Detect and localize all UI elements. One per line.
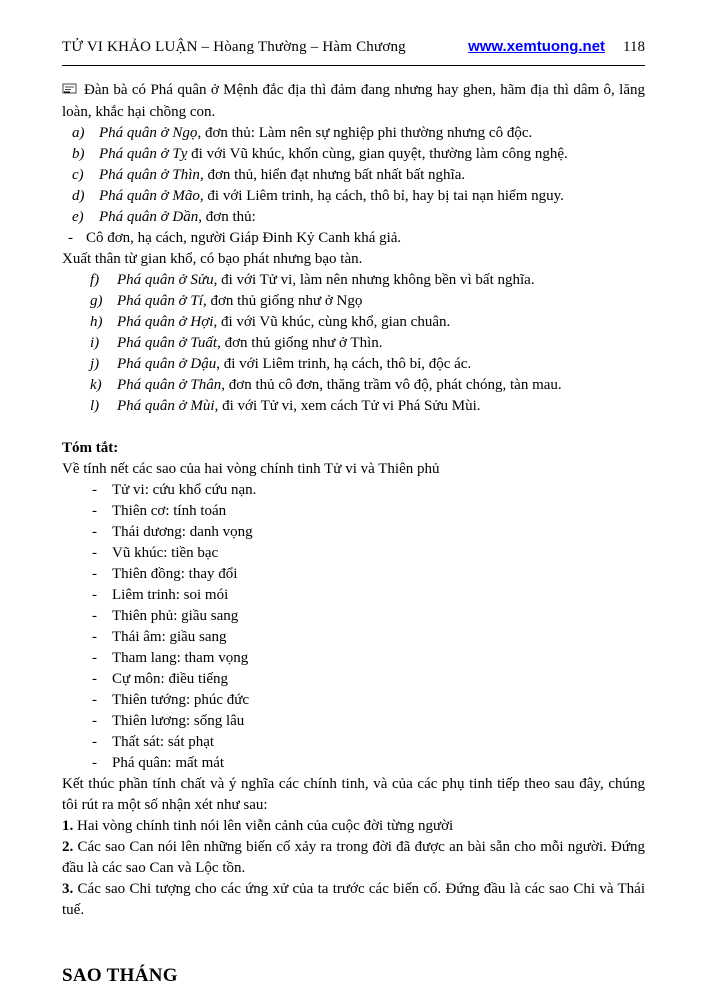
list-item	[62, 186, 645, 207]
dash-bullet: -	[92, 734, 97, 750]
list-a-e	[62, 123, 645, 228]
item-text: đi với Vũ khúc, khốn cùng, gian quyệt, thường làm công nghệ.	[187, 146, 568, 162]
page-header	[62, 36, 645, 58]
point-text: Hai vòng chính tinh nói lên viễn cảnh của cuộc đời từng người	[73, 818, 454, 834]
star-name: Phá quân ở Dậu	[117, 356, 217, 372]
star-name: Phá quân ở Sửu	[117, 272, 214, 288]
list-item	[62, 144, 645, 165]
trait-text: Thái âm: giầu sang	[112, 629, 227, 645]
item-text: , đơn thủ cô đơn, thăng trầm vô độ, phát chóng, tàn mau.	[221, 377, 562, 393]
trait-text: Thiên tướng: phúc đức	[112, 692, 250, 708]
star-name: Phá quân ở Mùi	[117, 398, 215, 414]
list-item	[62, 123, 645, 144]
dash-note-text: Cô đơn, hạ cách, người Giáp Đinh Kỷ Canh khá giả.	[86, 230, 402, 246]
point-number: 3.	[62, 881, 74, 897]
paragraph-xuat-than: Xuất thân từ gian khổ, có bạo phát nhưng bạo tàn.	[62, 251, 363, 267]
star-name: Phá quân ở Thìn	[99, 167, 200, 183]
dash-bullet: -	[92, 629, 97, 645]
dash-bullet: -	[92, 692, 97, 708]
trait-text: Thiên cơ: tính toán	[112, 503, 227, 519]
item-text: , đi với Tử vi, làm nên nhưng không bền vì bất nghĩa.	[213, 272, 535, 288]
trait-list	[62, 480, 645, 774]
conclusion-point	[62, 816, 645, 837]
item-letter: k)	[90, 377, 102, 393]
list-item	[62, 354, 645, 375]
list-item	[62, 333, 645, 354]
dash-bullet: -	[92, 587, 97, 603]
point-number: 2.	[62, 839, 74, 855]
item-letter: f)	[90, 272, 100, 288]
item-letter: d)	[72, 188, 85, 204]
item-text: , đi với Tử vi, xem cách Tử vi Phá Sửu Mùi.	[214, 398, 481, 414]
dash-bullet: -	[92, 503, 97, 519]
item-text: , đơn thủ: Làm nên sự nghiệp phi thường nhưng cô độc.	[197, 125, 533, 141]
dash-bullet: -	[92, 713, 97, 729]
list-item	[62, 375, 645, 396]
dash-bullet: -	[92, 566, 97, 582]
dash-bullet: -	[92, 482, 97, 498]
item-letter: c)	[72, 167, 84, 183]
item-letter: e)	[72, 209, 84, 225]
item-letter: g)	[90, 293, 103, 309]
list-f-l	[62, 270, 645, 417]
trait-item	[62, 753, 645, 774]
trait-text: Vũ khúc: tiền bạc	[112, 545, 219, 561]
dash-bullet: -	[92, 650, 97, 666]
trait-item	[62, 522, 645, 543]
trait-text: Tử vi: cứu khổ cứu nạn.	[112, 482, 257, 498]
dash-note	[62, 228, 645, 249]
book-title: TỬ VI KHẢO LUẬN – Hòang Thường – Hàm Chương	[62, 39, 406, 55]
list-item	[62, 270, 645, 291]
item-letter: b)	[72, 146, 85, 162]
dash-bullet: -	[92, 545, 97, 561]
trait-text: Liêm trinh: soi mói	[112, 587, 229, 603]
star-name: Phá quân ở Mão	[99, 188, 200, 204]
trait-text: Thiên lương: sống lâu	[112, 713, 245, 729]
conclusion-point	[62, 879, 645, 921]
trait-item	[62, 732, 645, 753]
trait-text: Cự môn: điều tiếng	[112, 671, 229, 687]
trait-item	[62, 585, 645, 606]
list-item	[62, 165, 645, 186]
list-item	[62, 291, 645, 312]
star-name: Phá quân ở Tỵ	[99, 146, 188, 162]
dash-bullet: -	[92, 755, 97, 771]
dash-bullet: -	[92, 524, 97, 540]
trait-item	[62, 501, 645, 522]
trait-item	[62, 606, 645, 627]
conclusion-point	[62, 837, 645, 879]
star-name: Phá quân ở Thân	[117, 377, 222, 393]
point-number: 1.	[62, 818, 74, 834]
trait-item	[62, 711, 645, 732]
trait-item	[62, 480, 645, 501]
star-name: Phá quân ở Tí	[117, 293, 203, 309]
summary-subheading: Về tính nết các sao của hai vòng chính tinh Tử vi và Thiên phủ	[62, 461, 440, 477]
item-letter: i)	[90, 335, 100, 351]
trait-item	[62, 543, 645, 564]
conclusion-lead: Kết thúc phần tính chất và ý nghĩa các chính tinh, và của các phụ tinh tiếp theo sau đây, chúng tôi rút ra một số nhận xét như sau:	[62, 776, 645, 813]
list-item	[62, 312, 645, 333]
intro-paragraph	[62, 80, 645, 123]
trait-item	[62, 627, 645, 648]
item-letter: a)	[72, 125, 85, 141]
item-letter: l)	[90, 398, 100, 414]
dash-bullet: -	[92, 608, 97, 624]
item-text: , đi với Liêm trinh, hạ cách, thô bỉ, hay bị tai nạn hiểm nguy.	[199, 188, 564, 204]
trait-item	[62, 690, 645, 711]
star-name: Phá quân ở Hợi	[117, 314, 214, 330]
item-text: , đơn thủ, hiển đạt nhưng bất nhất bất nghĩa.	[199, 167, 466, 183]
trait-item	[62, 648, 645, 669]
trait-item	[62, 669, 645, 690]
trait-text: Phá quân: mất mát	[112, 755, 225, 771]
trait-text: Tham lang: tham vọng	[112, 650, 249, 666]
trait-text: Thiên đồng: thay đổi	[112, 566, 238, 582]
dash-bullet: -	[68, 230, 73, 246]
star-name: Phá quân ở Dần	[99, 209, 199, 225]
item-text: , đơn thủ:	[198, 209, 256, 225]
dash-bullet: -	[92, 671, 97, 687]
star-name: Phá quân ở Tuất	[117, 335, 218, 351]
item-text: , đơn thủ giống như ở Thìn.	[217, 335, 383, 351]
trait-text: Thiên phủ: giầu sang	[112, 608, 239, 624]
item-text: , đi với Liêm trinh, hạ cách, thô bỉ, độc ác.	[216, 356, 472, 372]
list-item	[62, 207, 645, 228]
note-icon	[62, 81, 77, 102]
trait-text: Thất sát: sát phạt	[112, 734, 215, 750]
point-text: Các sao Can nói lên những biến cố xảy ra trong đời đã được an bài sẵn cho mỗi người. Đứng đầu là các sao Can và Lộc tồn.	[62, 839, 645, 876]
trait-text: Thái dương: danh vọng	[112, 524, 253, 540]
item-text: , đi với Vũ khúc, cùng khổ, gian chuân.	[213, 314, 451, 330]
summary-heading: Tóm tắt:	[62, 440, 119, 456]
point-text: Các sao Chi tượng cho các ứng xử của ta trước các biến cố. Đứng đầu là các sao Chi và Thái tuế.	[62, 881, 645, 918]
website-link[interactable]: www.xemtuong.net	[468, 38, 606, 55]
section-heading: SAO THÁNG	[62, 965, 178, 986]
header-divider	[62, 65, 645, 66]
item-letter: h)	[90, 314, 103, 330]
item-letter: j)	[90, 356, 100, 372]
trait-item	[62, 564, 645, 585]
page-number: 118	[623, 39, 645, 55]
intro-text: Đàn bà có Phá quân ở Mệnh đắc địa thì đảm đang nhưng hay ghen, hãm địa thì dâm ô, lăng loàn, khắc hại chồng con.	[62, 82, 645, 120]
star-name: Phá quân ở Ngọ	[99, 125, 198, 141]
list-item	[62, 396, 645, 417]
item-text: , đơn thủ giống như ở Ngọ	[202, 293, 363, 309]
